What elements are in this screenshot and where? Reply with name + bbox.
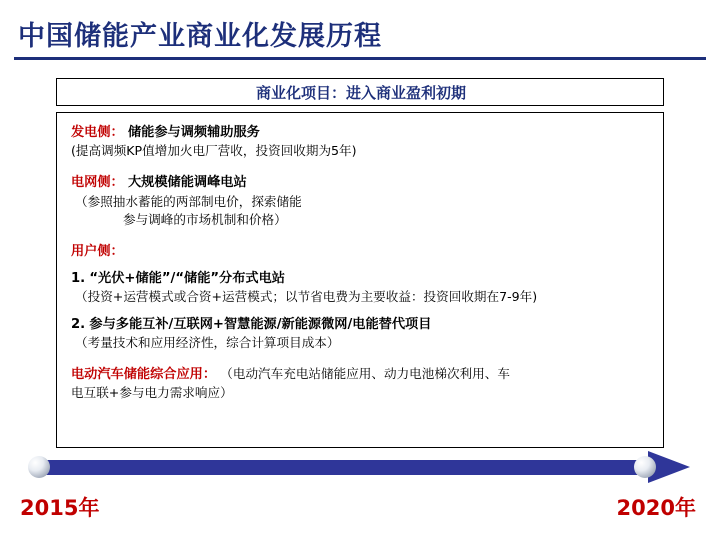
spacer: [71, 229, 651, 242]
section-user-heading: [71, 242, 651, 261]
section-ev-heading: [71, 365, 651, 384]
banner-box: [56, 78, 664, 106]
spacer: [71, 261, 651, 269]
timeline-start-marker: [28, 456, 50, 478]
section-ev-inline: （电动汽车充电站储能应用、动力电池梯次利用、车: [220, 365, 510, 381]
section-grid-label: 电网侧：: [71, 175, 124, 191]
item-text: “光伏+储能”/“储能”分布式电站: [89, 271, 285, 287]
section-user-item-1: [71, 269, 651, 288]
spacer: [71, 160, 651, 173]
timeline-end-year: 2020年: [616, 496, 696, 520]
page-title: 中国储能产业商业化发展历程: [18, 21, 382, 52]
section-user-item-2: [71, 315, 651, 334]
section-ev-label: 电动汽车储能综合应用：: [71, 366, 217, 382]
section-generation-title: 储能参与调频辅助服务: [127, 125, 260, 140]
section-grid-title: 大规模储能调峰电站: [127, 175, 247, 191]
section-ev-note: 电互联+参与电力需求响应）: [71, 385, 233, 401]
item-number: 1.: [71, 271, 86, 287]
timeline-end-marker: [634, 456, 656, 478]
section-user-label: 用户侧：: [71, 244, 124, 260]
item-text: 参与多能互补/互联网+智慧能源/新能源微网/电能替代项目: [89, 316, 432, 332]
item-number: 2.: [71, 316, 86, 332]
section-generation-label: 发电侧：: [71, 125, 124, 140]
banner-text: 商业化项目：进入商业盈利初期: [255, 84, 466, 102]
section-user-item-1-note: （投资+运营模式或合资+运营模式；以节省电费为主要收益：投资回收期在7-9年): [75, 289, 538, 305]
section-grid-heading: [71, 173, 651, 192]
section-user-item-2-note: （考量技术和应用经济性，综合计算项目成本）: [75, 334, 340, 350]
title-divider: [14, 57, 706, 60]
timeline-arrow-shaft: [36, 460, 656, 475]
section-grid-note-1: （参照抽水蓄能的两部制电价，探索储能: [75, 193, 302, 209]
spacer: [71, 307, 651, 315]
section-generation-note: (提高调频KP值增加火电厂营收，投资回收期为5年): [71, 143, 357, 159]
content-box: [56, 112, 664, 448]
timeline-start-year: 2015年: [20, 496, 100, 520]
spacer: [71, 352, 651, 365]
section-grid-note-2: 参与调峰的市场机制和价格）: [123, 211, 287, 227]
section-generation-heading: [71, 123, 651, 142]
